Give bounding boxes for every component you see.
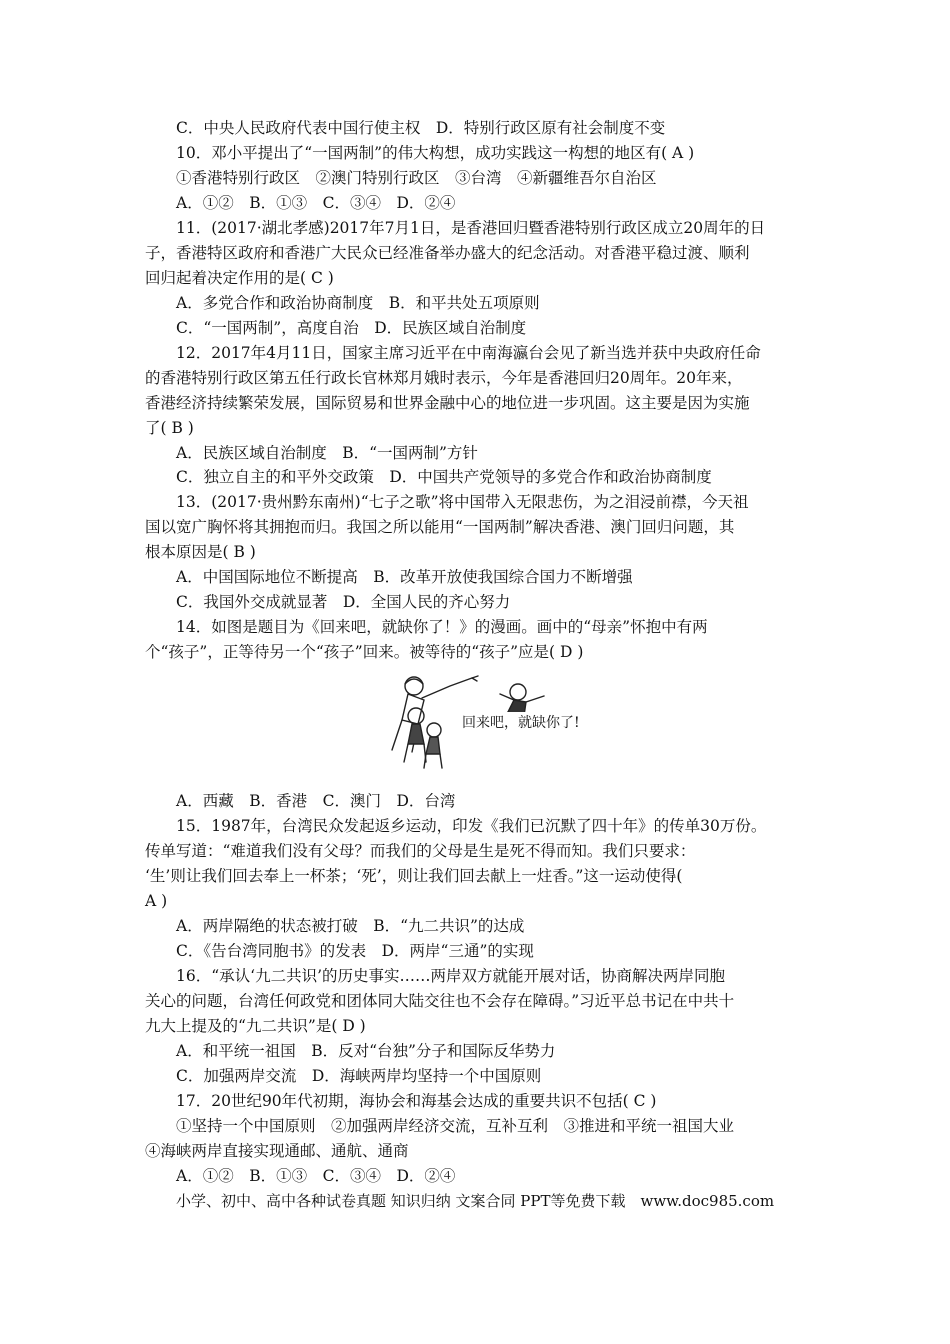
text-line: 国以宽广胸怀将其拥抱而归。我国之所以能用“一国两制”解决香港、澳门回归问题，其 (145, 518, 735, 536)
question-17: 17．20世纪90年代初期，海协会和海基会达成的重要共识不包括( C ) (176, 1092, 657, 1110)
text-line: C．中央人民政府代表中国行使主权 D．特别行政区原有社会制度不变 (176, 119, 666, 137)
text-line: 回归起着决定作用的是( C ) (145, 269, 334, 287)
text-line: 了( B ) (145, 419, 194, 437)
text-line: A．两岸隔绝的状态被打破 B．“九二共识”的达成 (176, 917, 525, 935)
text-line: ①坚持一个中国原则 ②加强两岸经济交流，互补互利 ③推进和平统一祖国大业 (176, 1117, 735, 1135)
question-10: 10．邓小平提出了“一国两制”的伟大构想，成功实践这一构想的地区有( A ) (176, 144, 695, 162)
question-14: 14．如图是题目为《回来吧，就缺你了！》的漫画。画中的“母亲”怀抱中有两 (176, 618, 708, 636)
text-line: A．和平统一祖国 B．反对“台独”分子和国际反华势力 (176, 1042, 556, 1060)
text-line: C．我国外交成就显著 D．全国人民的齐心努力 (176, 593, 511, 611)
text-line: 传单写道：“难道我们没有父母？而我们的父母是生是死不得而知。我们只要求： (145, 842, 696, 860)
text-line: A ) (145, 892, 168, 910)
question-15: 15．1987年，台湾民众发起返乡运动，印发《我们已沉默了四十年》的传单30万份。 (176, 817, 767, 835)
text-line: A．西藏 B．香港 C．澳门 D．台湾 (176, 792, 456, 810)
text-line: A．①② B．①③ C．③④ D．②④ (176, 1167, 456, 1185)
text-line: 根本原因是( B ) (145, 543, 256, 561)
cartoon-caption: 回来吧，就缺你了! (460, 712, 582, 732)
text-line: 九大上提及的“九二共识”是( D ) (145, 1017, 366, 1035)
text-line: ①香港特别行政区 ②澳门特别行政区 ③台湾 ④新疆维吾尔自治区 (176, 169, 657, 187)
question-12: 12．2017年4月11日，国家主席习近平在中南海瀛台会见了新当选并获中央政府任命 (176, 344, 761, 362)
text-line: 的香港特别行政区第五任行政长官林郑月娥时表示，今年是香港回归20周年。20年来， (145, 369, 743, 387)
text-line: A．①② B．①③ C．③④ D．②④ (176, 194, 456, 212)
text-line: 香港经济持续繁荣发展，国际贸易和世界金融中心的地位进一步巩固。这主要是因为实施 (145, 394, 750, 412)
text-line: C．独立自主的和平外交政策 D．中国共产党领导的多党合作和政治协商制度 (176, 468, 712, 486)
text-line: ‘生’则让我们回去奉上一杯茶；‘死’，则让我们回去献上一炷香。”这一运动使得( (145, 867, 683, 885)
running-child-head (510, 684, 526, 700)
text-line: A．民族区域自治制度 B．“一国两制”方针 (176, 444, 478, 462)
text-line: 个“孩子”，正等待另一个“孩子”回来。被等待的“孩子”应是( D ) (145, 643, 584, 661)
question-16: 16．“承认‘九二共识’的历史事实……两岸双方就能开展对话，协商解决两岸同胞 (176, 967, 726, 985)
child-two-head (427, 723, 441, 737)
question-13: 13．(2017·贵州黔东南州)“七子之歌”将中国带入无限悲伤，为之泪浸前襟，今天祖 (176, 493, 749, 511)
child-one-head (408, 708, 424, 724)
text-line: 关心的问题，台湾任何政党和团体同大陆交往也不会存在障碍。”习近平总书记在中共十 (145, 992, 735, 1010)
text-line: C．“一国两制”，高度自治 D．民族区域自治制度 (176, 319, 527, 337)
mother-head (405, 677, 423, 695)
page-footer: 小学、初中、高中各种试卷真题 知识归纳 文案合同 PPT等免费下载 www.doc985.com (176, 1192, 775, 1210)
question-11: 11．(2017·湖北孝感)2017年7月1日，是香港回归暨香港特别行政区成立20周年的日 (176, 219, 766, 237)
text-line: 子，香港特区政府和香港广大民众已经准备举办盛大的纪念活动。对香港平稳过渡、顺利 (145, 244, 750, 262)
text-line: A．中国国际地位不断提高 B．改革开放使我国综合国力不断增强 (176, 568, 633, 586)
text-line: ④海峡两岸直接实现通邮、通航、通商 (145, 1142, 409, 1160)
text-line: C．《告台湾同胞书》的发表 D．两岸“三通”的实现 (176, 942, 534, 960)
text-line: C．加强两岸交流 D．海峡两岸均坚持一个中国原则 (176, 1067, 542, 1085)
text-line: A．多党合作和政治协商制度 B．和平共处五项原则 (176, 294, 540, 312)
